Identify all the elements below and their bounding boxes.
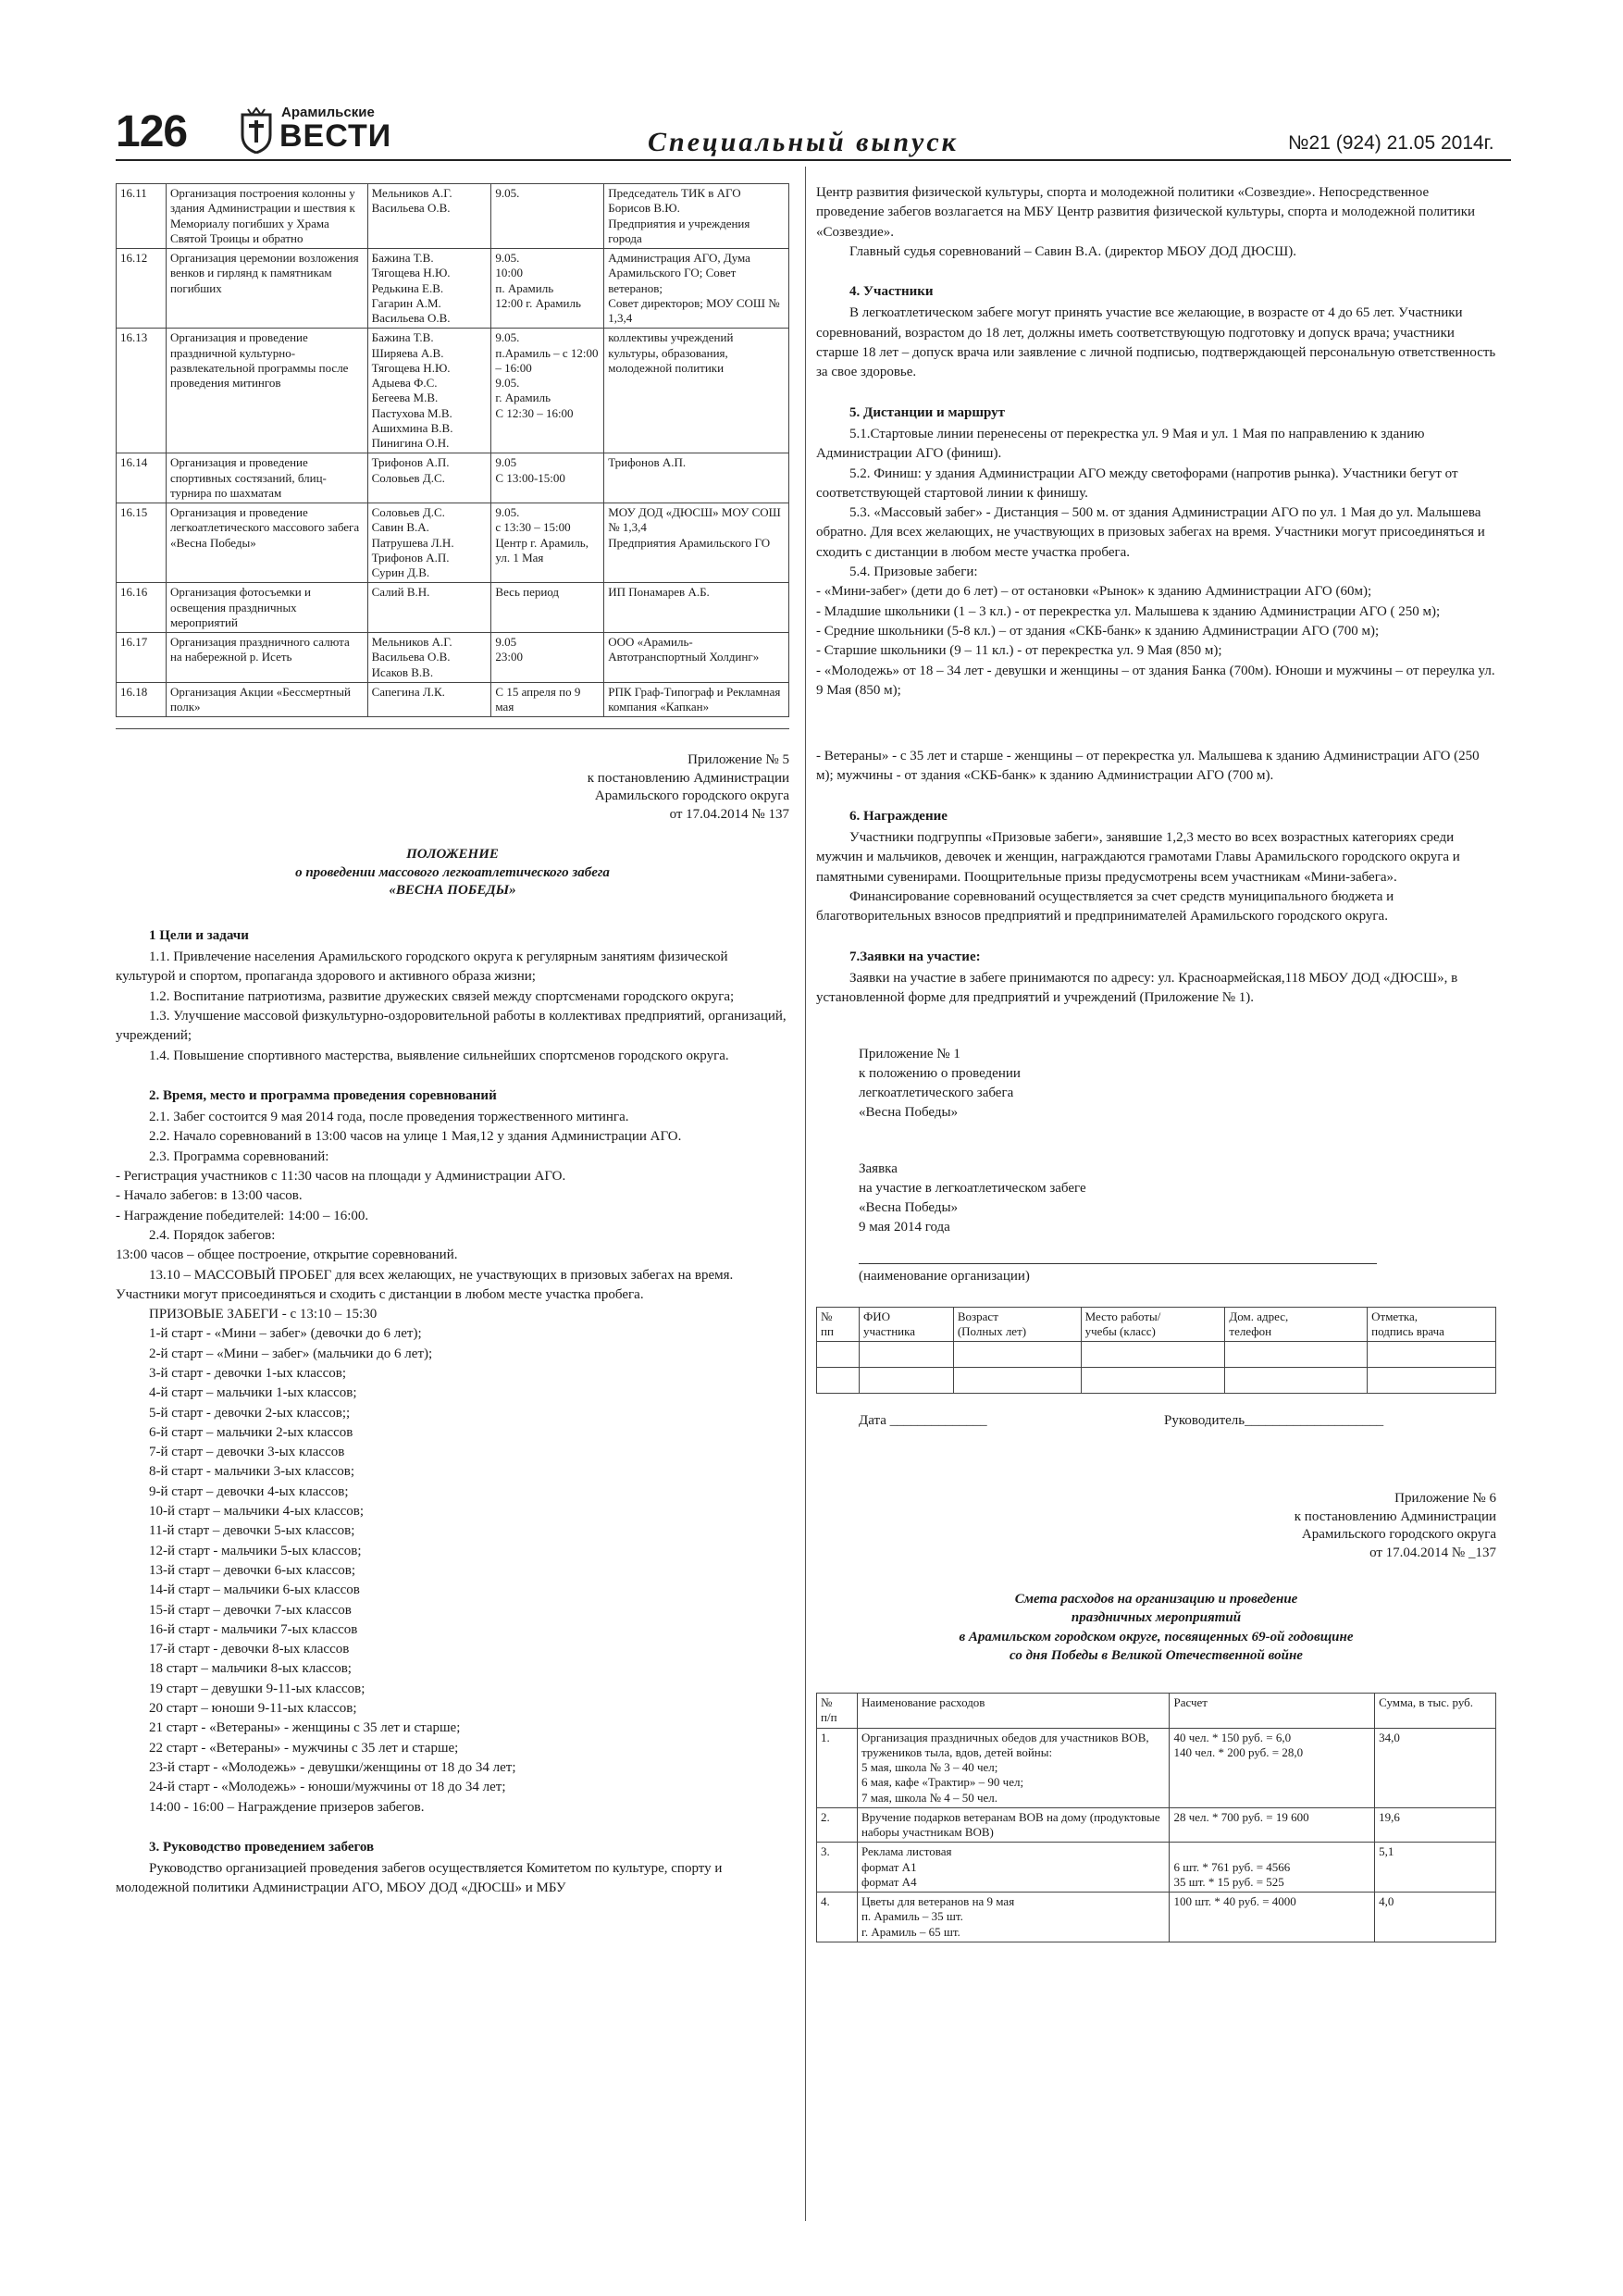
title-line: Смета расходов на организацию и проведение: [1014, 1592, 1298, 1607]
list-item: 20 старт – юноши 9-11-ых классов;: [149, 1701, 357, 1717]
list-item: - Старшие школьники (9 – 11 кл.) - от перекрестка ул. 9 Мая (850 м);: [816, 643, 1222, 659]
organization-name-caption: (наименование организации): [859, 1269, 1030, 1285]
table-cell: 6 шт. * 761 руб. = 4566 35 шт. * 15 руб. = 525: [1170, 1843, 1375, 1893]
list-item: 18 старт – мальчики 8-ых классов;: [149, 1661, 352, 1677]
table-cell: Мельников А.Г. Васильева О.В.: [367, 184, 491, 249]
table-cell: Вручение подарков ветеранам ВОВ на дому (продуктовые наборы участникам ВОВ): [857, 1807, 1170, 1843]
expense-estimate-table: [816, 1693, 1496, 1942]
section-heading: 7.Заявки на участие:: [849, 949, 981, 964]
list-item: 16-й старт - мальчики 7-ых классов: [149, 1621, 358, 1637]
column-header: Возраст (Полных лет): [953, 1307, 1081, 1342]
list-item: 15-й старт – девочки 7-ых классов: [149, 1602, 352, 1618]
table-cell: РПК Граф-Типограф и Рекламная компания «Капкан»: [604, 682, 789, 717]
paragraph: 2.3. Программа соревнований:: [149, 1148, 329, 1164]
table-cell: 100 шт. * 40 руб. = 4000: [1170, 1893, 1375, 1942]
list-item: 4-й старт – мальчики 1-ых классов;: [149, 1385, 357, 1401]
left-body-text: [116, 926, 789, 1899]
table-row: [117, 583, 789, 633]
list-item: 19 старт – девушки 9-11-ых классов;: [149, 1681, 365, 1696]
table-cell: ИП Понамарев А.Б.: [604, 583, 789, 633]
table-row: [117, 453, 789, 503]
title-line: «ВЕСНА ПОБЕДЫ»: [389, 883, 516, 899]
application-form-table: [816, 1307, 1496, 1395]
logo-title: ВЕСТИ: [279, 118, 392, 154]
table-cell: 9.05. 10:00 п. Арамиль 12:00 г. Арамиль: [491, 249, 604, 329]
title-line: со дня Победы в Великой Отечественной войне: [1010, 1647, 1303, 1663]
list-item: 3-й старт - девочки 1-ых классов;: [149, 1365, 346, 1381]
paragraph: Участники подгруппы «Призовые забеги», занявшие 1,2,3 место во всех возрастных категориях среди мужчин и мальчиков, девочек и женщин, награждаются грамотами Главы Арамильского городского округа и памятными сувенирами. Поощрительные призы предусмотрены всем участникам «Мини-забега».: [816, 830, 1460, 885]
list-item: - «Мини-забег» (дети до 6 лет) – от остановки «Рынок» к зданию Администрации АГО (60м);: [816, 584, 1372, 600]
table-cell: 3.: [817, 1843, 858, 1893]
coat-of-arms-icon: [239, 107, 274, 154]
appendix1-reference: [859, 1045, 1496, 1123]
paragraph: Руководство организацией проведения забегов осуществляется Комитетом по культуре, спорту и молодежной политики Администрации АГО, МБОУ ДОД «ДЮСШ» и МБУ: [116, 1861, 723, 1896]
form-title-line: Заявка: [859, 1161, 898, 1177]
table-cell: С 15 апреля по 9 мая: [491, 682, 604, 717]
table-cell: Цветы для ветеранов на 9 мая п. Арамиль – 35 шт. г. Арамиль – 65 шт.: [857, 1893, 1170, 1942]
table-cell: 9.05 С 13:00-15:00: [491, 453, 604, 503]
table-cell: коллективы учреждений культуры, образования, молодежной политики: [604, 329, 789, 453]
reference-line: легкоатлетического забега: [859, 1086, 1014, 1101]
list-item: 5-й старт - девочки 2-ых классов;;: [149, 1405, 351, 1421]
table-cell: 16.13: [117, 329, 167, 453]
table-cell: Организация церемонии возложения венков и гирлянд к памятникам погибших: [166, 249, 367, 329]
reference-line: Приложение № 5: [688, 752, 789, 768]
table-cell: Мельников А.Г. Васильева О.В. Исаков В.В.: [367, 633, 491, 683]
title-line: о проведении массового легкоатлетического забега: [295, 864, 610, 880]
column-header: Расчет: [1170, 1694, 1375, 1729]
list-item: 24-й старт - «Молодежь» - юноши/мужчины от 18 до 34 лет;: [149, 1780, 506, 1795]
table-cell: Трифонов А.П. Соловьев Д.С.: [367, 453, 491, 503]
column-header: Отметка, подпись врача: [1368, 1307, 1496, 1342]
spacer: [816, 714, 1496, 733]
section-heading: 2. Время, место и программа проведения соревнований: [149, 1087, 497, 1103]
table-cell: 1.: [817, 1728, 858, 1807]
table-cell: Организация фотосъемки и освещения праздничных мероприятий: [166, 583, 367, 633]
column-header: Наименование расходов: [857, 1694, 1170, 1729]
paragraph: 2.1. Забег состоится 9 мая 2014 года, после проведения торжественного митинга.: [149, 1110, 629, 1125]
table-row: [817, 1807, 1496, 1843]
right-body-text: [816, 183, 1496, 1008]
list-item: 12-й старт - мальчики 5-ых классов;: [149, 1543, 362, 1558]
table-cell: Бажина Т.В. Тягощева Н.Ю. Редькина Е.В. Гагарин А.М. Васильева О.В.: [367, 249, 491, 329]
manager-signature-field: Руководитель____________________: [1164, 1413, 1384, 1429]
table-cell: 16.15: [117, 503, 167, 583]
table-cell: 16.12: [117, 249, 167, 329]
paragraph: 1.4. Повышение спортивного мастерства, выявление сильнейших спортсменов городского округа.: [149, 1048, 729, 1063]
table-cell: Соловьев Д.С. Савин В.А. Патрушева Л.Н. Трифонов А.П. Сурин Д.В.: [367, 503, 491, 583]
table-cell: Весь период: [491, 583, 604, 633]
reference-line: к положению о проведении: [859, 1066, 1021, 1082]
table-cell: МОУ ДОД «ДЮСШ» МОУ СОШ № 1,3,4 Предприятия Арамильского ГО: [604, 503, 789, 583]
form-title-line: «Весна Победы»: [859, 1200, 959, 1216]
column-header: Место работы/ учебы (класс): [1081, 1307, 1225, 1342]
table-cell: Председатель ТИК в АГО Борисов В.Ю. Предприятия и учреждения города: [604, 184, 789, 249]
table-cell: Организация и проведение спортивных состязаний, блиц-турнира по шахматам: [166, 453, 367, 503]
section-heading: 5. Дистанции и маршрут: [849, 404, 1006, 420]
list-item: 14-й старт – мальчики 6-ых классов: [149, 1582, 360, 1598]
table-row: [117, 503, 789, 583]
table-cell: 16.17: [117, 633, 167, 683]
left-column: [116, 183, 789, 1899]
table-cell: Администрация АГО, Дума Арамильского ГО; Совет ветеранов; Совет директоров; МОУ СОШ № 1,3,4: [604, 249, 789, 329]
column-header: № пп: [817, 1307, 860, 1342]
appendix6-reference: [816, 1490, 1496, 1562]
section-heading: 6. Награждение: [849, 808, 948, 824]
list-item: - Средние школьники (5-8 кл.) – от здания «СКБ-банк» к зданию Администрации АГО (700 м);: [816, 623, 1380, 639]
list-item: 22 старт - «Ветераны» - мужчины с 35 лет и старше;: [149, 1740, 459, 1756]
paragraph: Главный судья соревнований – Савин В.А. (директор МБОУ ДОД ДЮСШ).: [849, 243, 1297, 259]
table-cell: Организация праздничного салюта на набережной р. Исеть: [166, 633, 367, 683]
newspaper-logo: [239, 104, 405, 155]
paragraph: 5.4. Призовые забеги:: [849, 565, 978, 580]
list-item: 10-й старт – мальчики 4-ых классов;: [149, 1504, 365, 1520]
table-cell: 16.18: [117, 682, 167, 717]
list-item: - Награждение победителей: 14:00 – 16:00.: [116, 1208, 369, 1223]
table-row: [817, 1843, 1496, 1893]
paragraph: 5.2. Финиш: у здания Администрации АГО между светофорами (напротив рынка). Участники бегут от соответствующей стартовой линии к финишу.: [816, 465, 1458, 501]
table-cell: 4.: [817, 1893, 858, 1942]
section-heading: 1 Цели и задачи: [149, 927, 249, 943]
table-cell: ООО «Арамиль-Автотранспортный Холдинг»: [604, 633, 789, 683]
paragraph: 1.1. Привлечение населения Арамильского городского округа к регулярным занятиям физической культурой и спортом, пропаганда здорового и активного образа жизни;: [116, 949, 728, 985]
table-cell: Организация Акции «Бессмертный полк»: [166, 682, 367, 717]
table-row: [117, 184, 789, 249]
table-cell: Реклама листовая формат А1 формат А4: [857, 1843, 1170, 1893]
list-item: 23-й старт - «Молодежь» - девушки/женщины от 18 до 34 лет;: [149, 1759, 516, 1775]
paragraph: Финансирование соревнований осуществляется за счет средств муниципального бюджета и благотворительных взносов предприятий и предпринимателей Арамильского городского округа.: [816, 888, 1394, 925]
list-item: 14:00 - 16:00 – Награждение призеров забегов.: [149, 1799, 425, 1815]
list-item: 1-й старт - «Мини – забег» (девочки до 6 лет);: [149, 1326, 422, 1342]
reference-line: Приложение № 1: [859, 1047, 960, 1062]
paragraph: 5.1.Стартовые линии перенесены от перекрестка ул. 9 Мая и ул. 1 Мая по направлению к зданию Администрации АГО (финиш).: [816, 426, 1425, 462]
event-plan-table: [116, 183, 789, 717]
table-cell: 19,6: [1375, 1807, 1496, 1843]
table-cell: 9.05. п.Арамиль – с 12:00 – 16:00 9.05. г. Арамиль С 12:30 – 16:00: [491, 329, 604, 453]
column-header: Дом. адрес, телефон: [1225, 1307, 1368, 1342]
list-item: - Ветераны» - с 35 лет и старше - женщины – от перекрестка ул. Малышева к зданию Администрации АГО (250 м); мужчины - от здания «СКБ-банк» к зданию Администрации АГО (700 м).: [816, 749, 1480, 784]
table-cell: 16.16: [117, 583, 167, 633]
paragraph: 5.3. «Массовый забег» - Дистанция – 500 м. от здания Администрации АГО по ул. 1 Мая до ул. Малышева обратно. Для всех желающих, не участвующих в призовых забегах на время. Участники могут присоединяться и сходить с дистанции в любом месте участка пробега.: [816, 505, 1485, 560]
table-cell: 9.05 23:00: [491, 633, 604, 683]
column-header: ФИО участника: [859, 1307, 953, 1342]
organization-name-line: [859, 1263, 1377, 1264]
list-item: 2-й старт – «Мини – забег» (мальчики до 6 лет);: [149, 1346, 433, 1361]
paragraph: Заявки на участие в забеге принимаются по адресу: ул. Красноармейская,118 МБОУ ДОД «ДЮСШ», в установленной форме для предприятий и учреждений (Приложение № 1).: [816, 970, 1458, 1006]
page-number: 126: [116, 107, 188, 156]
table-cell: Организация и проведение легкоатлетического массового забега «Весна Победы»: [166, 503, 367, 583]
list-item: 7-й старт – девочки 3-ых классов: [149, 1445, 345, 1460]
column-header: Сумма, в тыс. руб.: [1375, 1694, 1496, 1729]
table-cell: 16.14: [117, 453, 167, 503]
table-cell: 16.11: [117, 184, 167, 249]
reference-line: Арамильского городского округа: [1301, 1527, 1496, 1543]
title-line: праздничных мероприятий: [1071, 1610, 1242, 1626]
table-cell: Организация построения колонны у здания Администрации и шествия к Мемориалу погибших у Храма Святой Троицы и обратно: [166, 184, 367, 249]
paragraph: В легкоатлетическом забеге могут принять участие все желающие, в возрасте от 4 до 65 лет. Участники соревнований, возрастом до 18 лет, должны иметь соответствующую подготовку и допуск врача; участники старше 18 лет – допуск врача или заявление с личной подписью, подтверждающей персональную ответственность за свое здоровье.: [816, 305, 1496, 380]
list-item: 21 старт - «Ветераны» - женщины с 35 лет и старше;: [149, 1720, 461, 1736]
table-row: [817, 1893, 1496, 1942]
appendix5-reference: [116, 751, 789, 824]
table-row: [117, 329, 789, 453]
form-title-line: 9 мая 2014 года: [859, 1220, 950, 1235]
column-header: № п/п: [817, 1694, 858, 1729]
paragraph: ПРИЗОВЫЕ ЗАБЕГИ - с 13:10 – 15:30: [149, 1307, 378, 1322]
list-item: 13:00 часов – общее построение, открытие соревнований.: [116, 1247, 458, 1263]
list-item: - «Молодежь» от 18 – 34 лет - девушки и женщины – от здания Банка (700м). Юноши и мужчины – от переулка ул. 9 Мая (850 м);: [816, 663, 1495, 698]
list-item: 11-й старт – девочки 5-ых классов;: [149, 1523, 355, 1539]
appendix6-title: [816, 1590, 1496, 1665]
paragraph: 2.4. Порядок забегов:: [149, 1227, 276, 1243]
appendix5-title: [116, 846, 789, 900]
paragraph: 1.2. Воспитание патриотизма, развитие дружеских связей между спортсменами городского округа;: [149, 988, 735, 1004]
list-item: 13-й старт – девочки 6-ых классов;: [149, 1562, 355, 1578]
right-column: [816, 183, 1496, 1942]
form-title-line: на участие в легкоатлетическом забеге: [859, 1181, 1086, 1197]
reference-line: от 17.04.2014 № 137: [669, 806, 789, 822]
table-cell: Организация и проведение праздничной культурно-развлекательной программы после проведения митингов: [166, 329, 367, 453]
date-field: Дата ______________: [859, 1413, 987, 1429]
table-cell: 9.05. с 13:30 – 15:00 Центр г. Арамиль, ул. 1 Мая: [491, 503, 604, 583]
table-cell: Салий В.Н.: [367, 583, 491, 633]
table-row: [117, 682, 789, 717]
issue-info: №21 (924) 21.05 2014г.: [1288, 132, 1494, 154]
reference-line: от 17.04.2014 № _137: [1369, 1545, 1496, 1560]
list-item: - Начало забегов: в 13:00 часов.: [116, 1188, 303, 1204]
table-row: [817, 1728, 1496, 1807]
table-cell: Бажина Т.В. Ширяева А.В. Тягощева Н.Ю. Адыева Ф.С. Бегеева М.В. Пастухова М.В. Ашихмина В.В. Пинигина О.Н.: [367, 329, 491, 453]
section-heading: 4. Участники: [849, 284, 934, 300]
list-item: 6-й старт – мальчики 2-ых классов: [149, 1424, 353, 1440]
paragraph: 13.10 – МАССОВЫЙ ПРОБЕГ для всех желающих, не участвующих в призовых забегах на время. Участники могут присоединяться и сходить с дистанции в любом месте участка пробега.: [116, 1267, 734, 1302]
table-cell: Сапегина Л.К.: [367, 682, 491, 717]
reference-line: Приложение № 6: [1394, 1491, 1496, 1507]
table-cell: 5,1: [1375, 1843, 1496, 1893]
reference-line: Арамильского городского округа: [594, 788, 789, 804]
table-row: [117, 633, 789, 683]
section-heading: 3. Руководство проведением забегов: [149, 1839, 375, 1855]
title-line: в Арамильском городском округе, посвященных 69-ой годовщине: [959, 1629, 1354, 1644]
table-cell: 9.05.: [491, 184, 604, 249]
table-cell: Организация праздничных обедов для участников ВОВ, тружеников тыла, вдов, детей войны: 5 мая, школа № 3 – 40 чел; 6 мая, кафе «Трактир» – 90 чел; 7 мая, школа № 4 – 50 чел.: [857, 1728, 1170, 1807]
list-item: 17-й старт - девочки 8-ых классов: [149, 1642, 350, 1657]
table-cell: Трифонов А.П.: [604, 453, 789, 503]
list-item: - Младшие школьники (1 – 3 кл.) - от перекрестка ул. Малышева к зданию Администрации АГО ( 250 м);: [816, 603, 1441, 619]
table-cell: 40 чел. * 150 руб. = 6,0 140 чел. * 200 руб. = 28,0: [1170, 1728, 1375, 1807]
table-cell: 28 чел. * 700 руб. = 19 600: [1170, 1807, 1375, 1843]
table-cell: 2.: [817, 1807, 858, 1843]
list-item: Центр развития физической культуры, спорта и молодежной политики «Созвездие». Непосредственное проведение забегов возлагается на МБУ Центр развития физической культуры, спорта и молодежной политики «Созвездие».: [816, 185, 1476, 240]
table-cell: 34,0: [1375, 1728, 1496, 1807]
application-form-title: [859, 1160, 1496, 1237]
title-line: ПОЛОЖЕНИЕ: [406, 847, 499, 863]
column-divider: [805, 167, 806, 2221]
issue-title: Специальный выпуск: [648, 127, 959, 157]
paragraph: 2.2. Начало соревнований в 13:00 часов на улице 1 Мая,12 у здания Администрации АГО.: [149, 1129, 682, 1145]
list-item: 8-й старт - мальчики 3-ых классов;: [149, 1464, 354, 1480]
reference-line: к постановлению Администрации: [1294, 1508, 1496, 1524]
reference-line: «Весна Победы»: [859, 1105, 959, 1121]
list-item: - Регистрация участников с 11:30 часов на площади у Администрации АГО.: [116, 1169, 566, 1185]
logo-subtitle: Арамильские: [281, 105, 375, 120]
reference-line: к постановлению Администрации: [587, 770, 789, 786]
list-item: 9-й старт – девочки 4-ых классов;: [149, 1483, 349, 1499]
paragraph: 1.3. Улучшение массовой физкультурно-оздоровительной работы в коллективах предприятий, организаций, учреждений;: [116, 1008, 787, 1044]
table-row: [117, 249, 789, 329]
header-rule: [116, 159, 1511, 161]
table-cell: 4,0: [1375, 1893, 1496, 1942]
